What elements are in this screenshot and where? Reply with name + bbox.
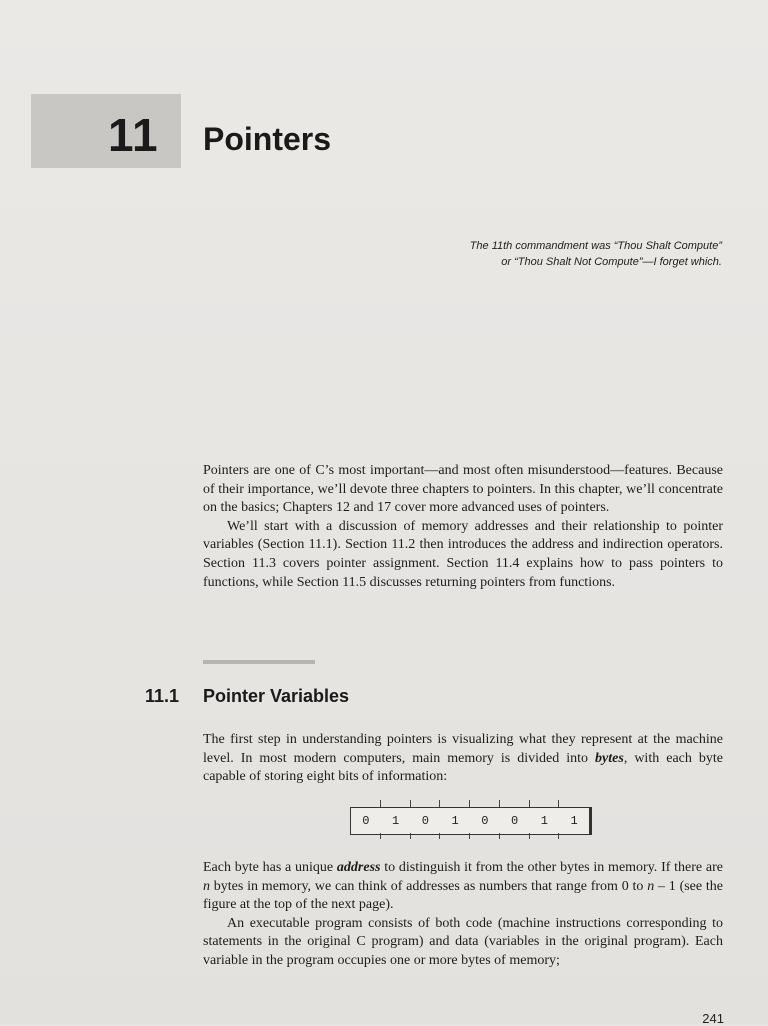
section-rule (203, 660, 315, 664)
section-title: Pointer Variables (203, 686, 350, 706)
bit-tick (410, 800, 411, 807)
bit-tick (439, 800, 440, 807)
bit-tick (558, 833, 559, 839)
bit-tick (529, 833, 530, 839)
after-p1-part-b: to distinguish it from the other bytes in memory. If there are (380, 860, 724, 875)
bit-tick (469, 833, 470, 839)
bit-cell: 0 (511, 814, 519, 828)
epigraph-line-1: The 11th commandment was “Thou Shalt Compute” (469, 240, 722, 252)
page-number: 241 (702, 1011, 724, 1026)
section-p1-part-a: The first step in understanding pointers is visualizing what they represent at the machine level. In most modern computers, main memory is divided into (203, 732, 723, 766)
bit-tick (529, 800, 530, 807)
bit-cell: 1 (451, 814, 459, 828)
term-bytes: bytes (595, 750, 624, 766)
byte-figure-top-ticks (350, 800, 588, 807)
epigraph-line-2: or “Thou Shalt Not Compute”—I forget which. (501, 256, 722, 268)
intro-text (203, 462, 723, 592)
term-address: address (336, 860, 381, 875)
bit-tick (499, 833, 500, 839)
bit-cell: 1 (540, 814, 548, 828)
byte-figure-bottom-ticks (350, 833, 588, 839)
epigraph (470, 238, 722, 270)
bit-tick (410, 833, 411, 839)
section-paragraph-1 (203, 731, 723, 787)
after-figure-paragraph-1 (203, 859, 723, 915)
bit-tick (469, 800, 470, 807)
after-figure-text (203, 859, 723, 971)
after-p1-part-d: – 1 (see the figure at the top of the next page). (203, 878, 723, 913)
after-figure-paragraph-2: An executable program consists of both code (machine instructions corresponding to statements in the original C program) and data (variables in the original program). Each variable in the program occupies one or more bytes of memory; (203, 915, 723, 968)
after-p1-part-c: bytes in memory, we can think of addresses as numbers that range from 0 to (210, 878, 648, 894)
after-p1-part-a: Each byte has a unique (203, 860, 337, 875)
bit-tick (380, 800, 381, 807)
section-p1-part-b: , with each byte capable of storing eight bits of information: (203, 750, 723, 785)
section-text (203, 731, 723, 787)
bit-tick (380, 833, 381, 839)
bit-cell: 1 (392, 814, 400, 828)
intro-paragraph-1: Pointers are one of C’s most important—and most often misunderstood—features. Because of their importance, we’ll devote three chapters to pointers. In this chapter, we’ll concentrate on the basics; Chapters 12 and 17 cover more advanced uses of pointers. (203, 463, 723, 516)
bit-cell: 0 (421, 814, 429, 828)
chapter-title: Pointers (203, 121, 332, 157)
bit-cell: 0 (481, 814, 489, 828)
var-n: n (203, 878, 210, 894)
section-number: 11.1 (145, 686, 180, 706)
chapter-number: 11 (108, 109, 159, 161)
bit-tick (499, 800, 500, 807)
byte-figure (350, 807, 592, 835)
bit-tick (558, 800, 559, 807)
var-n-2: n (647, 878, 655, 894)
bit-cell: 0 (362, 814, 370, 828)
bit-cell: 1 (570, 814, 578, 828)
intro-paragraph-2: We’ll start with a discussion of memory addresses and their relationship to pointer variables (Section 11.1). Section 11.2 then introduces the address and indirection operators. Section 11.3 covers pointer assignment. Section 11.4 explains how to pass pointers to functions, while Section 11.5 discusses returning pointers from functions. (203, 518, 723, 590)
bit-tick (439, 833, 440, 839)
